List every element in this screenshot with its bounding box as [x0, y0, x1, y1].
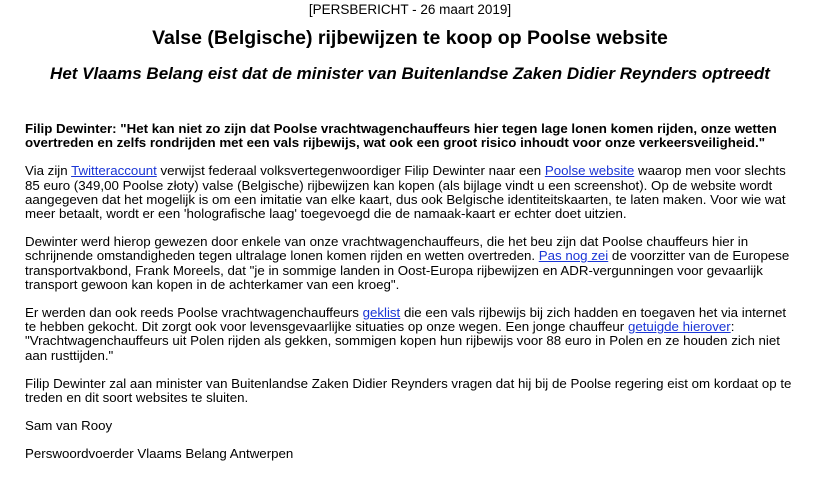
getuigde-hierover-link[interactable]: getuigde hierover [627, 319, 731, 335]
subheadline: Het Vlaams Belang eist dat de minister van Buitenlandse Zaken Didier Reynders optreedt [50, 64, 770, 83]
geklist-link[interactable]: geklist [362, 305, 401, 321]
paragraph-chauffeurs [25, 235, 800, 292]
lead-quote: Filip Dewinter: "Het kan niet zo zijn dat Poolse vrachtwagenchauffeurs hier tegen lage lonen komen rijden, onze wetten overtreden en zelfs rondrijden met een vals rijbewijs, wat ook een groot risico inhoudt voor onze verkeersveiligheid." [25, 121, 777, 151]
paragraph-text: Via zijn [25, 163, 72, 179]
signature-name: Sam van Rooy [25, 418, 113, 434]
paragraph-twitter [25, 164, 800, 221]
poolse-website-link[interactable]: Poolse website [544, 163, 635, 179]
paragraph-text: die een vals rijbewijs bij zich hadden en toegaven het via internet te hebben gekocht. Dit zorgt ook voor levensgevaarlijke situaties op onze wegen. Een jonge chauffeur [25, 305, 787, 335]
paragraph-text: waarop men voor slechts 85 euro (349,00 Poolse złoty) valse (Belgische) rijbewijzen kan kopen (als bijlage vindt u een screenshot). Op de website wordt aangegeven dat het mogelijk is om een imitatie van elke kaart, dus ook Belgische identiteitskaarten, te laten maken. Voor wie wat meer betaalt, wordt er een 'holografische laag' toegevoegd die de namaak-kaart er echter doet uitzien. [25, 163, 786, 222]
paragraph-text: Er werden dan ook reeds Poolse vrachtwagenchauffeurs [25, 305, 363, 321]
paragraph-text: Dewinter werd hierop gewezen door enkele van onze vrachtwagenchauffeurs, die het beu zijn dat Poolse chauffeurs hier in schrijnende omstandigheden tegen ultralage lonen komen rijden en wetten overtreden. [25, 234, 749, 264]
paragraph-geklist [25, 306, 800, 363]
paragraph-reynders: Filip Dewinter zal aan minister van Buitenlandse Zaken Didier Reynders vragen dat hij bij de Poolse regering eist om kordaat op te treden en dit soort websites te sluiten. [25, 375, 792, 406]
signature-role: Perswoordvoerder Vlaams Belang Antwerpen [25, 446, 294, 462]
headline: Valse (Belgische) rijbewijzen te koop op Poolse website [152, 27, 668, 49]
paragraph-text: de voorzitter van de Europese transportvakbond, Frank Moreels, dat "je in sommige landen in Oost-Europa rijbewijzen en ADR-vergunningen voor gevaarlijk transport gewoon kan kopen in de achterkamer van een kroeg". [25, 248, 790, 292]
dateline: [PERSBERICHT - 26 maart 2019] [308, 2, 512, 17]
paragraph-text: verwijst federaal volksvertegenwoordiger Filip Dewinter naar een [156, 163, 545, 179]
paragraph-text: : "Vrachtwagenchauffeurs uit Polen rijden als gekken, sommigen kopen hun rijbewijs voor 88 euro in Polen en ze houden zich niet aan rusttijden." [25, 319, 780, 363]
article-body [25, 122, 800, 476]
twitteraccount-link[interactable]: Twitteraccount [71, 163, 157, 179]
pas-nog-zei-link[interactable]: Pas nog zei [538, 248, 609, 264]
